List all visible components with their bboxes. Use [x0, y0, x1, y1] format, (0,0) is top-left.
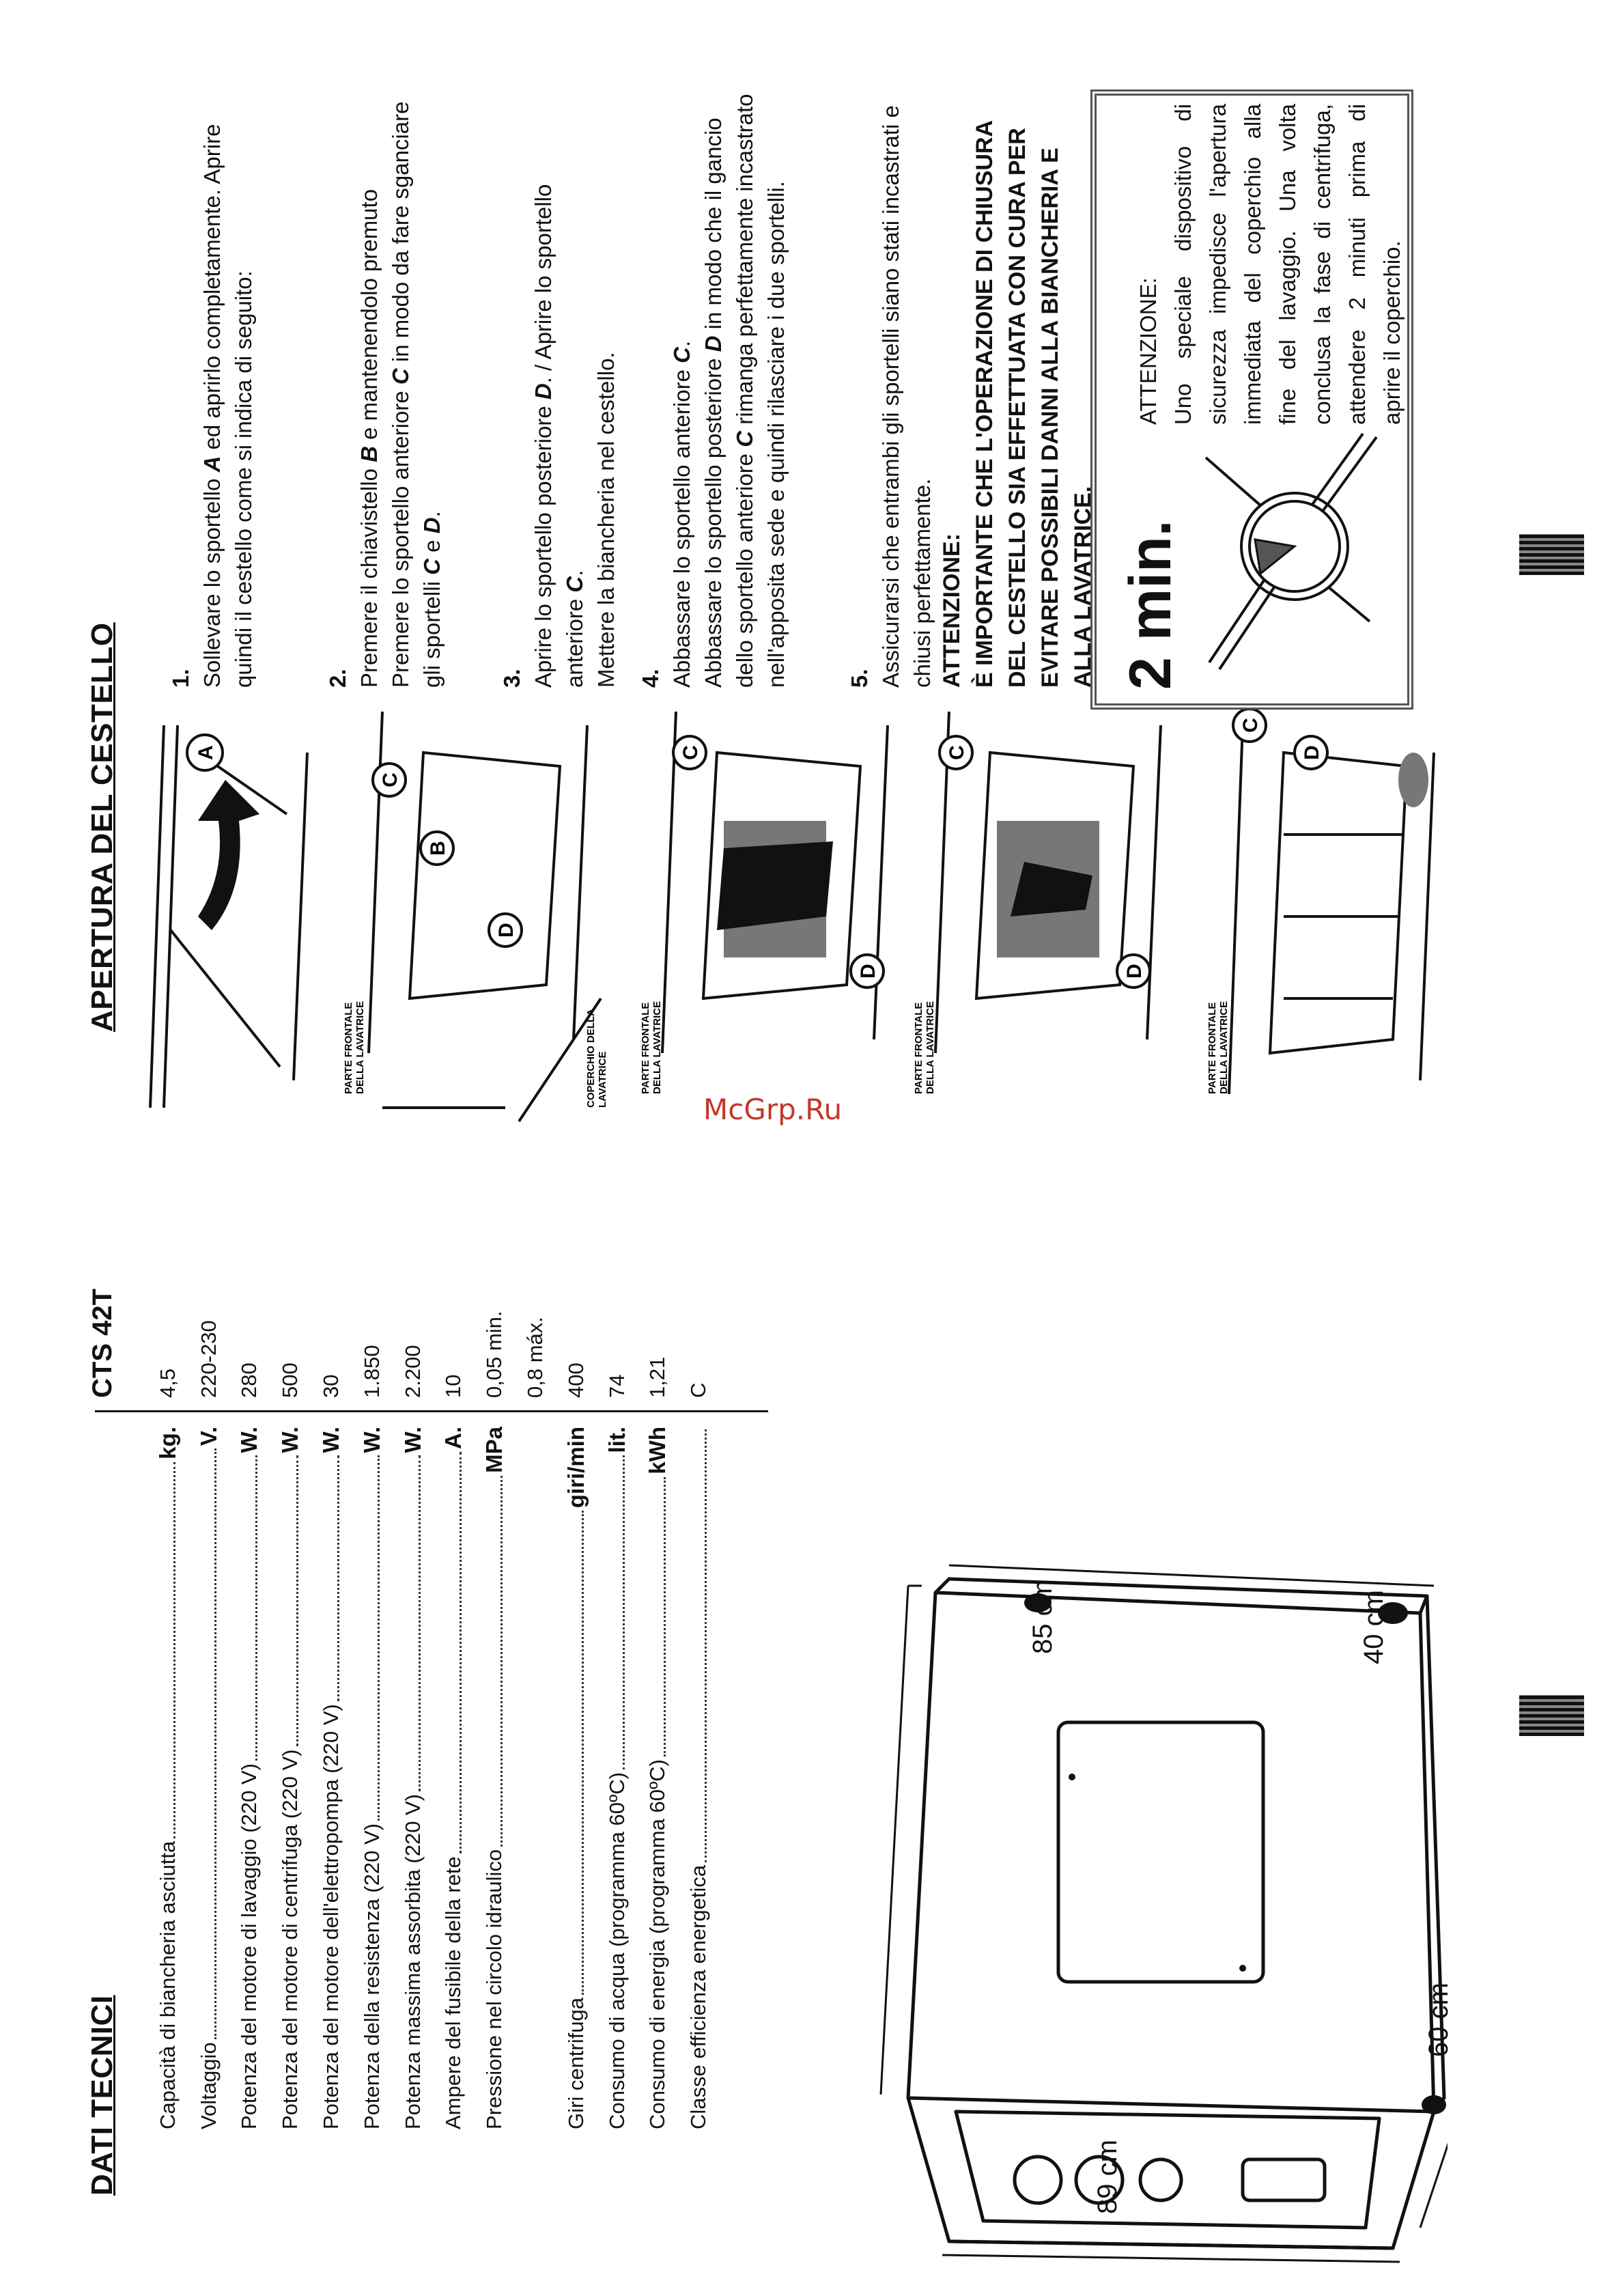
step-text: . / Aprire lo sportello: [531, 184, 556, 384]
step-text: ed aprirlo completamente. Aprire: [199, 124, 225, 456]
spec-row: [556, 1160, 597, 2129]
spec-row: [147, 1160, 188, 2129]
front-label-3b: DELLA LAVATRICE: [925, 1000, 936, 1094]
spec-unit: V.: [195, 1427, 221, 1446]
step-text: rimanga perfettamente incastrato: [732, 94, 757, 431]
spec-row: [597, 1160, 638, 2129]
step-number: 2.: [325, 669, 350, 688]
label-b: B: [427, 841, 449, 856]
front-label-1b: DELLA LAVATRICE: [354, 1000, 366, 1094]
step-text: e: [419, 533, 444, 559]
step-1: [165, 73, 259, 688]
step-line: [875, 73, 907, 688]
spec-label-cell: [645, 1427, 671, 2129]
spec-value: 280: [237, 1362, 262, 1398]
step-number: 1.: [168, 669, 193, 688]
step-text: e mantenendolo premuto: [356, 188, 382, 447]
front-label-3a: PARTE FRONTALE: [913, 1002, 925, 1094]
spec-unit: lit.: [604, 1427, 630, 1453]
label-c: C: [379, 772, 401, 787]
spec-row: [229, 1160, 270, 2129]
step-text: Sollevare lo sportello: [199, 472, 225, 688]
dim-height: 85 cm: [1028, 1580, 1058, 1654]
page-number-left: [1519, 1695, 1584, 1736]
warning-title: ATTENZIONE:: [939, 533, 965, 688]
notice-box: [1090, 89, 1413, 710]
front-label-2a: PARTE FRONTALE: [640, 1002, 651, 1094]
spec-label-cell: [400, 1427, 426, 2129]
step-line: [559, 73, 591, 688]
step-line: [761, 73, 792, 688]
spec-value: 2.200: [400, 1345, 425, 1398]
dot-leader: [378, 1456, 380, 1821]
dot-leader: [214, 1448, 216, 2039]
spec-row: [188, 1160, 229, 2129]
spec-label: Consumo di energia (programma 60ºC): [645, 1759, 670, 2129]
spec-label: Consumo di acqua (programma 60ºC): [604, 1772, 629, 2129]
spec-unit: kg.: [154, 1427, 180, 1459]
step-line: [197, 73, 228, 688]
part-letter: C: [732, 430, 757, 447]
dot-leader: [419, 1456, 421, 1791]
spec-label-cell: [440, 1427, 466, 2129]
part-letter: A: [199, 456, 225, 473]
spec-label-cell: [604, 1427, 630, 2129]
spec-label-cell: [686, 1427, 711, 2129]
step-text: in modo da fare sganciare: [388, 101, 413, 369]
dot-leader: [337, 1456, 339, 1702]
spec-value: 220-230: [196, 1320, 221, 1398]
label-c: C: [1239, 718, 1262, 733]
label-d: D: [1301, 745, 1323, 760]
spec-value: 0,05 min.: [482, 1311, 507, 1398]
step-line: [698, 73, 729, 688]
spec-label: Voltaggio: [196, 2042, 221, 2129]
step-number: 4.: [638, 669, 663, 688]
spec-value: C: [686, 1382, 711, 1398]
spec-row: [638, 1160, 679, 2129]
spec-label-cell: [236, 1427, 262, 2129]
step-text: Mettere la biancheria nel cestello.: [593, 352, 619, 688]
spec-label: Capacità di biancheria asciutta: [155, 1840, 180, 2129]
part-letter: D: [531, 383, 556, 400]
spec-unit: A.: [440, 1427, 466, 1449]
step-2: [322, 73, 448, 688]
step-text: chiusi perfettamente.: [909, 478, 935, 688]
dim-width: 60 cm: [1424, 1983, 1454, 2057]
specs-table: [147, 1160, 719, 2129]
spec-row: [678, 1160, 719, 2129]
step-text: nell'apposita sede e quindi rilasciare i due sportelli.: [763, 181, 789, 688]
dim-depth: 40 cm: [1359, 1590, 1389, 1664]
step-text: Aprire lo sportello posteriore: [531, 400, 556, 688]
warning-line: È IMPORTANTE CHE L'OPERAZIONE DI CHIUSURA: [972, 120, 998, 688]
spec-label-cell: [277, 1427, 303, 2129]
warning-line: DEL CESTELLO SIA EFFETTUATA CON CURA PER: [1004, 128, 1030, 688]
spec-unit: giri/min: [563, 1427, 589, 1509]
step-line: [907, 73, 938, 688]
clock-icon: [1192, 430, 1397, 676]
spec-label-cell: [563, 1427, 589, 2129]
spec-unit: W.: [277, 1427, 303, 1453]
step-number: 3.: [499, 669, 524, 688]
step-text: .: [562, 570, 587, 576]
dot-leader: [664, 1477, 666, 1756]
label-d: D: [1123, 964, 1146, 979]
step-text: in modo che il gancio: [701, 117, 726, 336]
spec-label: Ampere del fusibile della rete: [441, 1856, 466, 2129]
spec-label: Potenza della resistenza (220 V): [359, 1823, 384, 2129]
dot-leader: [582, 1511, 584, 1995]
part-letter: D: [419, 517, 444, 534]
spec-row: [434, 1160, 475, 2129]
page-number-right: [1519, 534, 1584, 575]
model-name: CTS 42T: [87, 1288, 117, 1398]
spec-label-cell: [155, 1427, 181, 2129]
step-text: Abbassare lo sportello posteriore: [701, 352, 726, 688]
lid-label-a: COPERCHIO DELLA: [585, 1008, 597, 1108]
spec-row: [393, 1160, 434, 2129]
spec-value: 400: [563, 1362, 588, 1398]
spec-unit: W.: [236, 1427, 262, 1453]
dot-leader: [255, 1456, 257, 1761]
front-label-1a: PARTE FRONTALE: [343, 1002, 354, 1094]
step-3: [496, 73, 622, 688]
specs-title: DATI TECNICI: [85, 1995, 119, 2196]
notice-text-block: [1131, 104, 1409, 425]
front-label-2b: DELLA LAVATRICE: [651, 1000, 663, 1094]
dim-height-open: 89 cm: [1092, 2140, 1123, 2214]
step-text: anteriore: [562, 592, 587, 688]
part-letter: B: [356, 446, 382, 462]
step-line: [228, 73, 259, 688]
step-text: quindi il cestello come si indica di seguito:: [231, 270, 256, 688]
spec-unit: W.: [399, 1427, 425, 1453]
spec-label: Pressione nel circolo idraulico: [482, 1849, 507, 2129]
spec-value: 74: [604, 1374, 629, 1398]
spec-value: 4,5: [155, 1368, 180, 1398]
spec-value: 1,21: [645, 1356, 670, 1398]
spec-value: 500: [278, 1362, 302, 1398]
spec-unit: kWh: [645, 1427, 671, 1474]
step-text: Assicurarsi che entrambi gli sportelli siano stati incastrati e: [878, 105, 903, 688]
spec-label-cell: [196, 1427, 222, 2129]
spec-label: Potenza del motore di lavaggio (220 V): [237, 1763, 262, 2129]
spec-row: [474, 1160, 515, 2129]
washing-machine-illustration: [833, 1558, 1448, 2269]
spec-row: [311, 1160, 352, 2129]
spec-value: 30: [319, 1374, 343, 1398]
lid-label-b: LAVATRICE: [597, 1051, 608, 1108]
spec-label-cell: [359, 1427, 385, 2129]
front-label-4a: PARTE FRONTALE: [1206, 1002, 1218, 1094]
notice-text: Uno speciale dispositivo di sicurezza impedisce l'apertura immediata del coperchio alla fine del lavaggio. Una volta conclusa la fase di centrifuga, attendere 2 minuti prima di aprire il coperchio.: [1170, 104, 1405, 425]
step-text: Abbassare lo sportello anteriore: [669, 363, 694, 688]
step-text: Premere il chiavistello: [356, 462, 382, 688]
spec-row: [270, 1160, 311, 2129]
part-letter: C: [669, 347, 694, 363]
step-text: .: [419, 511, 444, 518]
spec-label: Potenza del motore dell'elettropompa (220 V): [319, 1704, 343, 2129]
warning-line: EVITARE POSSIBILI DANNI ALLA BIANCHERIA E: [1037, 148, 1063, 688]
spec-row: [515, 1160, 556, 2129]
opening-diagrams: [123, 698, 1448, 1135]
spec-unit: W.: [318, 1427, 344, 1453]
warning-block: [935, 120, 1099, 688]
spec-label: Giri centrifuga: [563, 1998, 588, 2129]
label-d: D: [857, 964, 879, 979]
watermark: McGrp.Ru: [703, 1093, 843, 1126]
front-label-4b: DELLA LAVATRICE: [1218, 1000, 1230, 1094]
spec-label: Potenza del motore di centrifuga (220 V): [278, 1749, 302, 2129]
label-c: C: [946, 745, 968, 760]
step-line: [591, 73, 622, 688]
spec-value: 10: [441, 1374, 466, 1398]
step-line: [528, 73, 559, 688]
step-text: .: [669, 340, 694, 348]
label-d: D: [495, 923, 518, 938]
spec-unit: W.: [358, 1427, 384, 1453]
step-5: [844, 73, 938, 688]
spec-label-cell: [318, 1427, 344, 2129]
step-number: 5.: [847, 669, 872, 688]
notice-title: ATTENZIONE:: [1135, 277, 1161, 425]
two-minutes-badge: 2 min.: [1118, 520, 1183, 690]
step-text: dello sportello anteriore: [732, 447, 757, 688]
spec-value: 0,8 máx.: [523, 1317, 548, 1398]
label-a: A: [195, 745, 217, 760]
warning-line: ALLA LAVATRICE.: [1070, 486, 1096, 688]
part-letter: D: [701, 335, 726, 352]
spec-label: Classe efficienza energetica: [686, 1864, 711, 2129]
spec-label-cell: [481, 1427, 507, 2129]
step-line: [354, 73, 385, 688]
step-line: [417, 73, 448, 688]
step-text: Premere lo sportello anteriore: [388, 384, 413, 688]
part-letter: C: [388, 368, 413, 385]
step-line: [729, 73, 761, 688]
dot-leader: [173, 1462, 175, 1838]
dot-leader: [296, 1456, 298, 1747]
spec-value: 1.850: [359, 1345, 384, 1398]
dot-leader: [623, 1456, 625, 1769]
step-line: [385, 73, 417, 688]
dot-leader: [460, 1452, 462, 1853]
part-letter: C: [419, 559, 444, 575]
label-c: C: [679, 745, 702, 760]
step-line: [666, 73, 698, 688]
step-text: gli sportelli: [419, 574, 444, 688]
dot-leader: [705, 1429, 707, 1862]
dot-leader: [500, 1476, 503, 1847]
spec-unit: MPa: [481, 1427, 507, 1473]
spec-label: Potenza massima assorbita (220 V): [400, 1793, 425, 2129]
spec-row: [352, 1160, 393, 2129]
opening-title: APERTURA DEL CESTELLO: [85, 622, 119, 1032]
step-4: [635, 73, 792, 688]
part-letter: C: [562, 576, 587, 593]
